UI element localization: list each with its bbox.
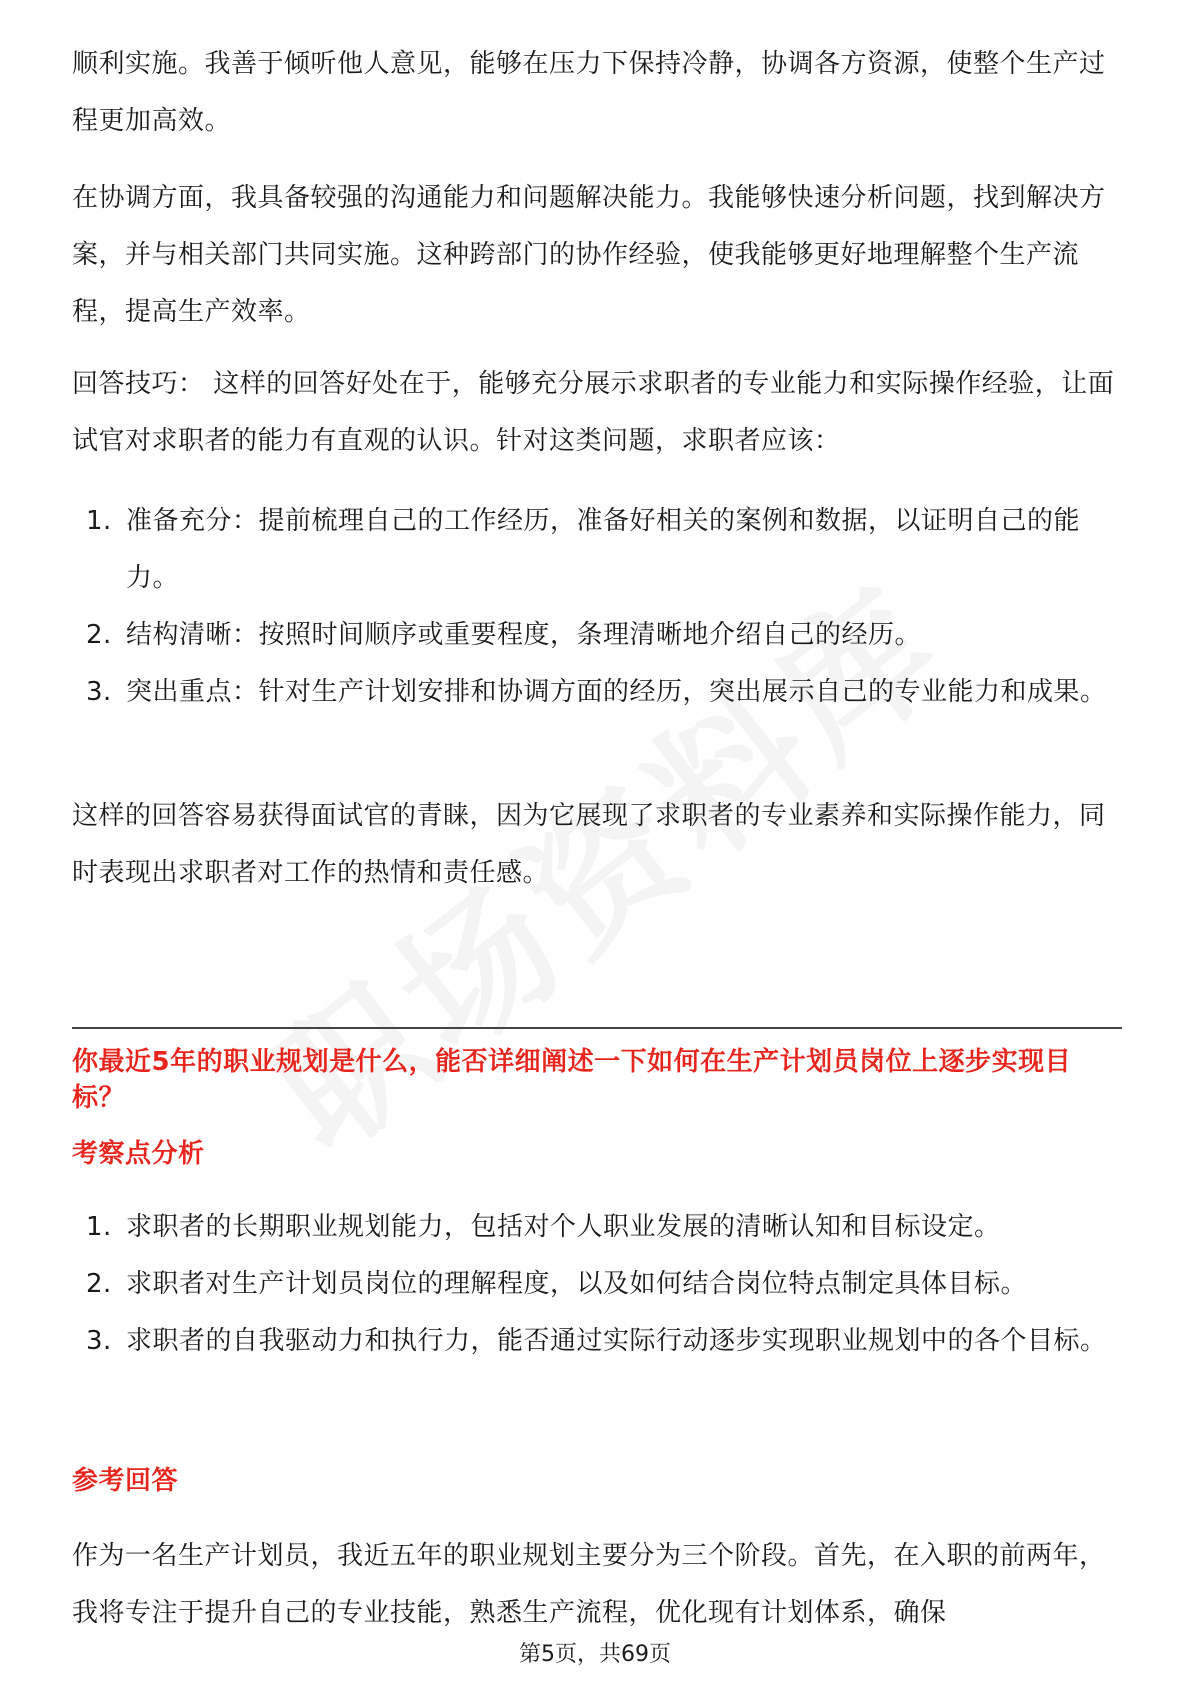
list-item: 1. 准备充分：提前梳理自己的工作经历，准备好相关的案例和数据，以证明自己的能力。 — [86, 506, 1081, 593]
page-number: 第5页，共69页 — [519, 1642, 671, 1667]
list-item: 2. 结构清晰：按照时间顺序或重要程度，条理清晰地介绍自己的经历。 — [86, 620, 922, 650]
analysis-list — [72, 1199, 1122, 1370]
answer-heading: 参考回答 — [72, 1466, 179, 1496]
list-item: 2. 求职者对生产计划员岗位的理解程度，以及如何结合岗位特点制定具体目标。 — [86, 1269, 1028, 1299]
paragraph-tips-intro: 回答技巧： 这样的回答好处在于，能够充分展示求职者的专业能力和实际操作经验，让面试官对求职者的能力有直观的认识。针对这类问题，求职者应该： — [72, 369, 1115, 456]
paragraph-1: 顺利实施。我善于倾听他人意见，能够在压力下保持冷静，协调各方资源，使整个生产过程更加高效。 — [72, 49, 1106, 136]
question-title: 你最近5年的职业规划是什么，能否详细阐述一下如何在生产计划员岗位上逐步实现目标？ — [72, 1047, 1072, 1113]
paragraph-conclusion: 这样的回答容易获得面试官的青睐，因为它展现了求职者的专业素养和实际操作能力，同时表现出求职者对工作的热情和责任感。 — [72, 801, 1106, 888]
list-item: 3. 突出重点：针对生产计划安排和协调方面的经历，突出展示自己的专业能力和成果。 — [86, 677, 1107, 707]
paragraph-2: 在协调方面，我具备较强的沟通能力和问题解决能力。我能够快速分析问题，找到解决方案，并与相关部门共同实施。这种跨部门的协作经验，使我能够更好地理解整个生产流程，提高生产效率。 — [72, 183, 1106, 327]
tips-list — [72, 493, 1122, 721]
section-divider — [72, 1027, 1122, 1029]
list-item: 1. 求职者的长期职业规划能力，包括对个人职业发展的清晰认知和目标设定。 — [86, 1212, 1001, 1242]
list-item: 3. 求职者的自我驱动力和执行力，能否通过实际行动逐步实现职业规划中的各个目标。 — [86, 1326, 1107, 1356]
answer-paragraph: 作为一名生产计划员，我近五年的职业规划主要分为三个阶段。首先，在入职的前两年，我将专注于提升自己的专业技能，熟悉生产流程，优化现有计划体系，确保 — [72, 1541, 1106, 1628]
analysis-heading: 考察点分析 — [72, 1139, 205, 1169]
